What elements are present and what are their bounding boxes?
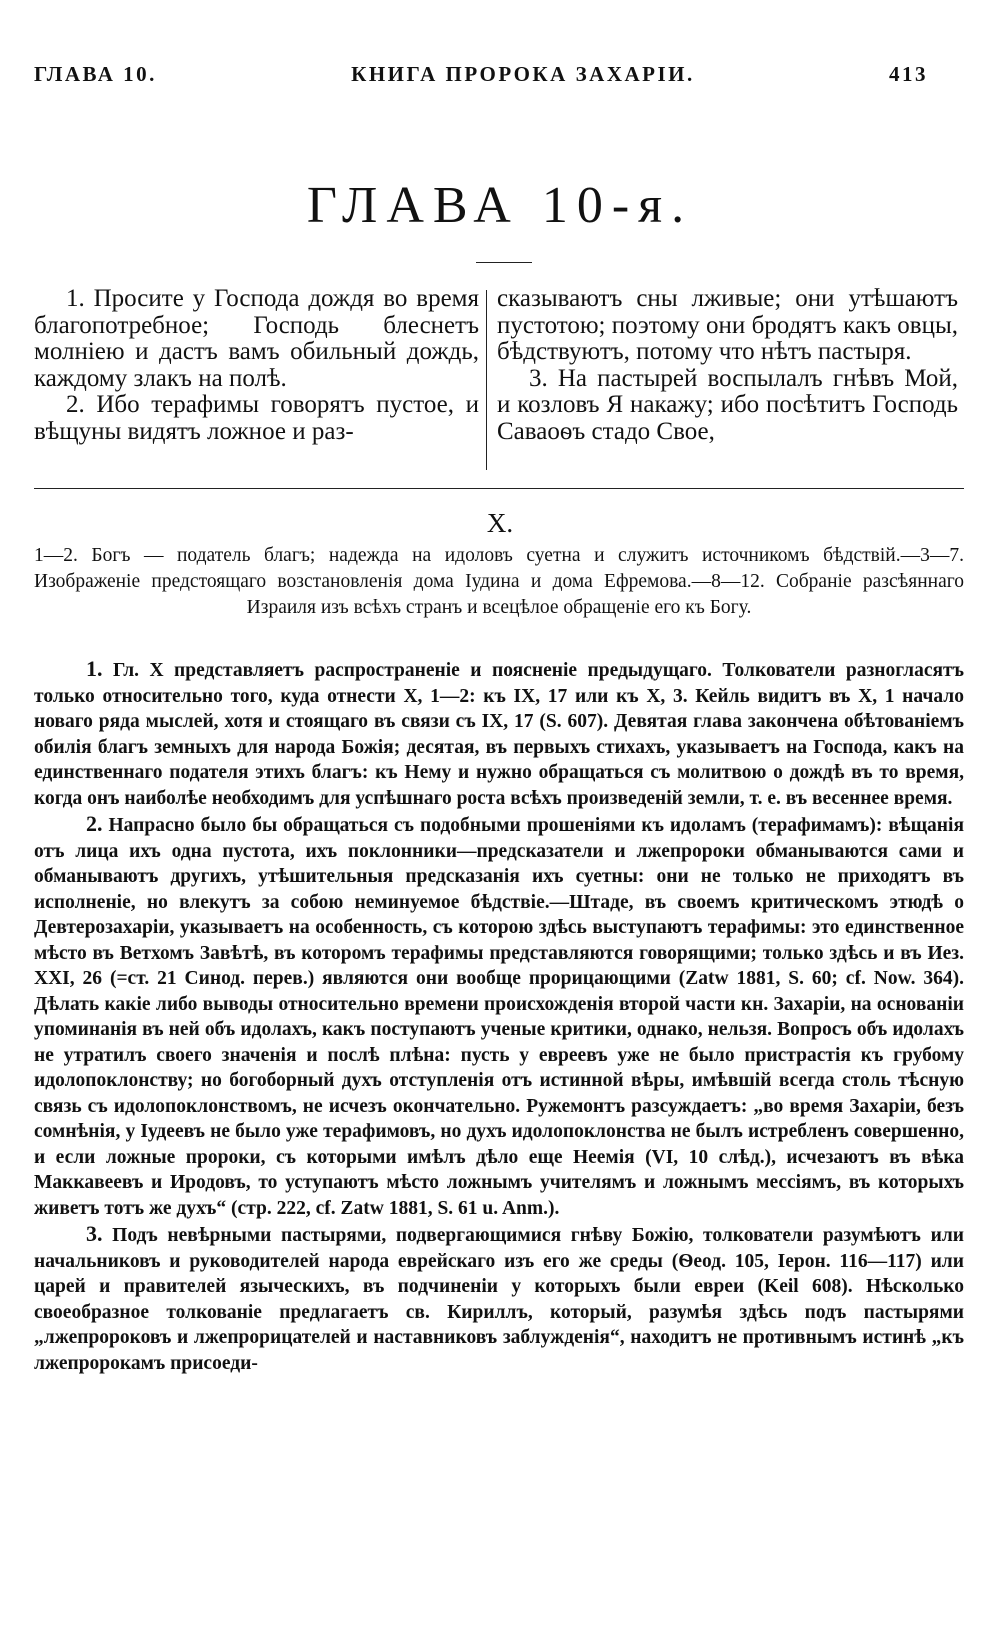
title-rule xyxy=(476,262,532,263)
column-divider xyxy=(486,290,487,470)
verse-2: 2. Ибо терафимы говорятъ пустое, и вѣщуны видятъ ложное и раз- xyxy=(34,391,479,445)
commentary xyxy=(34,656,964,1376)
verse-1: 1. Просите у Господа дождя во время благопотребное; Господь блеснетъ молніею и дастъ вамъ обильный дождь, каждому злакъ на полѣ. xyxy=(34,285,479,392)
commentary-paragraph-2 xyxy=(34,811,964,1221)
commentary-number: 3. xyxy=(86,1221,103,1246)
commentary-paragraph-1 xyxy=(34,656,964,811)
chapter-title: ГЛАВА 10-я. xyxy=(306,177,694,234)
chapter-summary xyxy=(34,543,964,621)
verse-2-continued: сказываютъ сны лживые; они утѣшаютъ пустотою; поэтому они бродятъ какъ овцы, бѣдствуютъ, потому что нѣтъ пастыря. xyxy=(497,285,958,365)
commentary-text: Напрасно было бы обращаться съ подобными прошеніями къ идоламъ (терафимамъ): вѣщанія отъ лица ихъ одна пустота, ихъ поклонники—предсказатели и лжепророки обманываются сами и обманываютъ другихъ, утѣшительныя предсказанія ихъ суетны: они не только не приходятъ въ исполненіе, но влекутъ за собою неминуемое бѣдствіе.—Штаде, въ своемъ критическомъ этюдѣ о Девтерозахаріи, указываетъ на особенность, съ которою здѣсь выступаютъ терафимы: это единственное мѣсто въ Ветхомъ Завѣтѣ, въ которомъ терафимы представляются говорящими; только здѣсь и въ Иез. XXI, 26 (=ст. 21 Синод. перев.) являются они вообще прорицающими (Zatw 1881, S. 60; cf. Now. 364). Дѣлать какіе либо выводы относительно времени происхожденія второй части кн. Захаріи, на основаніи упоминанія въ ней объ идолахъ, какъ поступаютъ ученые критики, однако, нельзя. Вопросъ объ идолахъ не утратилъ своего значенія и послѣ плѣна: пусть у евреевъ уже не было пристрастія къ грубому идолопоклонству; но богоборный духъ отступленія отъ истинной вѣры, имѣвшій всегда столь тѣсную связь съ идолопоклонствомъ, не исчезъ окончательно. Ружемонтъ разсуждаетъ: „во время Захаріи, безъ сомнѣнія, у Іудеевъ не было уже терафимовъ, но духъ идолопоклонства не былъ истребленъ совершенно, и если ложные пророки, съ которыми имѣлъ дѣло еще Неемія (VI, 10 слѣд.), исчезаютъ въ вѣка Маккавеевъ и Иродовъ, то уступаютъ мѣсто ложнымъ учителямъ и ложнымъ мессіямъ, въ которыхъ живетъ тотъ же духъ“ (стр. 222, cf. Zatw 1881, S. 61 u. Anm.). xyxy=(34,815,965,1219)
commentary-text: Гл. X представляетъ распространеніе и поясненіе предыдущаго. Толкователи разногласятъ только относительно того, куда отнести X, 1—2: къ IX, 17 или къ X, 3. Кейль видитъ въ X, 1 начало новаго ряда мыслей, хотя и стоящаго въ связи съ IX, 17 (S. 607). Девятая глава закончена обѣтованіемъ обилія благъ земныхъ для народа Божія; десятая, въ первыхъ стихахъ, указываетъ на Господа, какъ на единственнаго подателя этихъ благъ: къ Нему и нужно обращаться съ молитвою о дождѣ въ то время, когда онъ наиболѣе необходимъ для успѣшнаго роста всѣхъ произведеній земли, т. е. въ весеннее время. xyxy=(34,660,964,809)
verses-left-column xyxy=(34,286,479,445)
verse-3: 3. На пастырей воспылалъ гнѣвъ Мой, и козловъ Я накажу; ибо посѣтитъ Господь Саваоѳъ стадо Свое, xyxy=(497,364,958,445)
chapter-summary-text: 1—2. Богъ — податель благъ; надежда на идоловъ суетна и служитъ источникомъ бѣдствій.—3—7. Изображеніе предстоящаго возстановленія дома Іудина и дома Ефремова.—8—12. Собраніе разсѣяннаго Израиля изъ всѣхъ странъ и всецѣлое обращеніе его къ Богу. xyxy=(34,545,964,618)
verses-rule xyxy=(34,488,964,489)
running-head-book-title: КНИГА ПРОРОКА ЗАХАРІИ. xyxy=(351,62,695,86)
running-head-chapter: ГЛАВА 10. xyxy=(34,62,157,86)
commentary-paragraph-3 xyxy=(34,1221,964,1376)
scripture-verses xyxy=(34,286,966,486)
commentary-number: 2. xyxy=(86,811,103,836)
commentary-text: Подъ невѣрными пастырями, подвергающимися гнѣву Божію, толкователи разумѣютъ или начальниковъ и руководителей народа еврейскаго изъ его же среды (Ѳеод. 105, Іерон. 116—117) или царей и правителей языческихъ, въ подчиненіи у которыхъ были евреи (Keil 608). Нѣсколько своеобразное толкованіе предлагаетъ св. Кириллъ, который, разумѣя здѣсь подъ пастырями „лжепророковъ и лжепрорицателей и наставниковъ заблужденія“, находитъ не противнымъ истинѣ „къ лжепророкамъ присоеди- xyxy=(34,1225,964,1374)
section-numeral: X. xyxy=(486,508,514,538)
commentary-number: 1. xyxy=(86,656,103,681)
running-head xyxy=(34,62,928,87)
page-number: 413 xyxy=(889,62,928,86)
verses-right-column xyxy=(497,286,958,445)
